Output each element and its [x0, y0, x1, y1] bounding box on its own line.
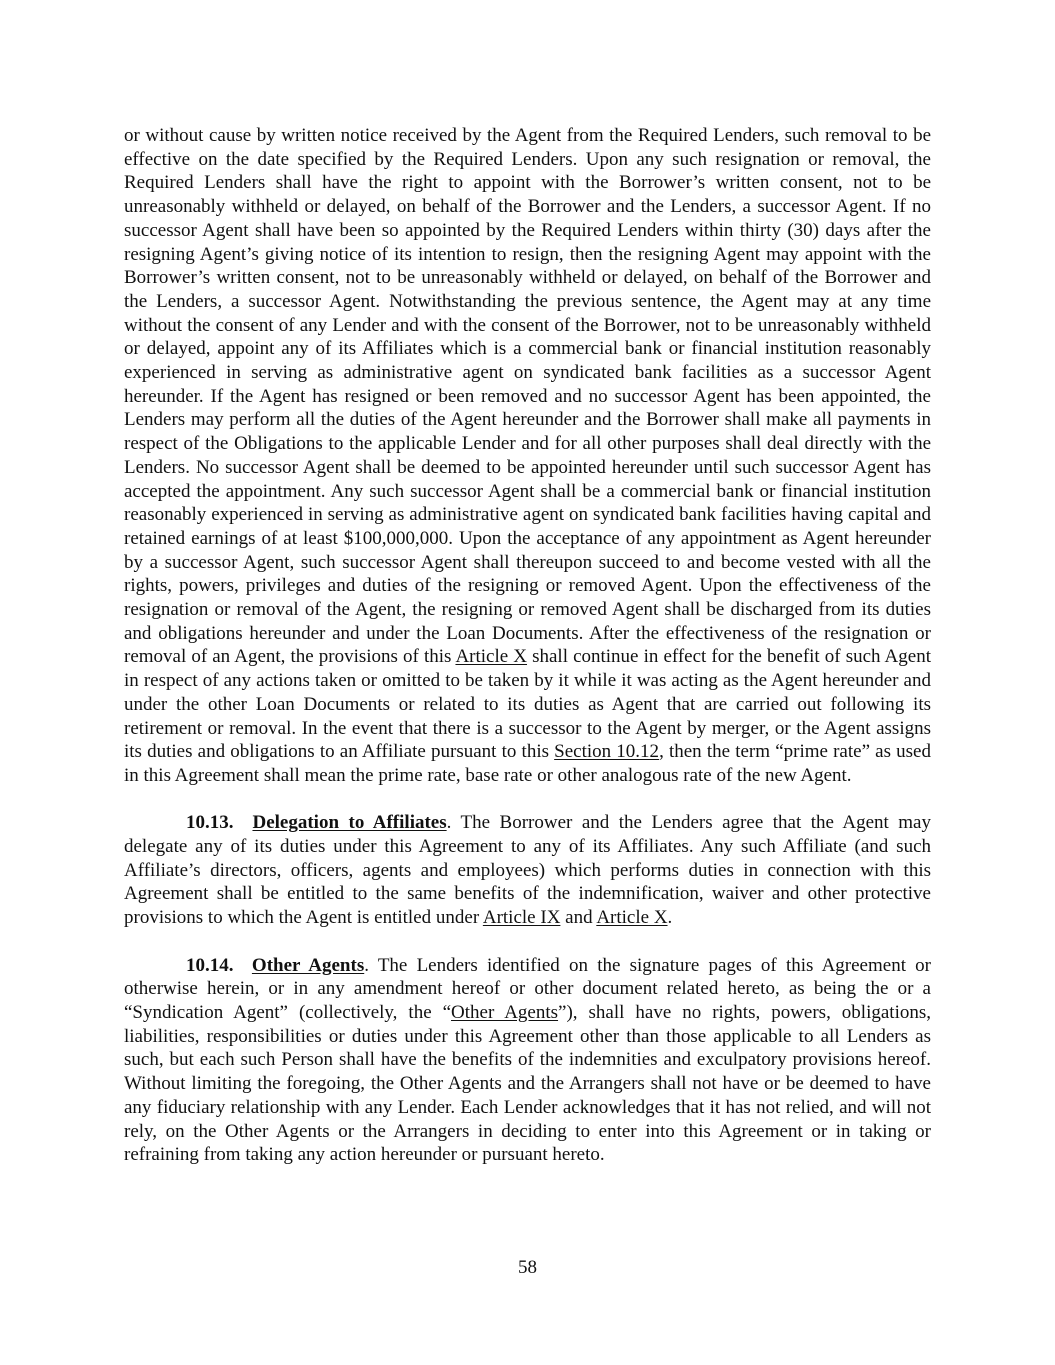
- section-text: ”), shall have no rights, powers, obligations, liabilities, responsibilities or duties under this Agreement other than those applicable to all Lenders as such, but each such Person shall have the benefits of the indemnities and exculpatory provisions hereof. Without limiting the foregoing, the Other Agents and the Arrangers shall not have or be deemed to have any fiduciary relationship with any Lender. Each Lender acknowledges that it has not relied, and will not rely, on the Other Agents or the Arrangers in deciding to enter into this Agreement or in taking or refraining from taking any action hereunder or pursuant hereto.: [124, 1001, 931, 1166]
- section-10-14: [124, 954, 931, 1167]
- section-number: 10.13.: [186, 812, 234, 834]
- document-page: [124, 124, 931, 1167]
- section-10-13: [124, 811, 931, 930]
- section-text: . The Lenders identified on the signature pages of this Agreement or otherwise herein, or in any amendment hereof or other document related hereto, as being the or a “Syndication Agent” (collectively, the “: [124, 954, 932, 1023]
- paragraph-text: shall continue in effect for the benefit of such Agent in respect of any actions taken or omitted to be taken by it while it was acting as the Agent hereunder and under the other Loan Documents or related to its duties as Agent that are carried out following its retirement or removal. In the event that there is a successor to the Agent by merger, or the Agent assigns its duties and obligations to an Affiliate pursuant to this: [124, 646, 931, 763]
- paragraph-text: , then the term “prime rate” as used in this Agreement shall mean the prime rate, base rate or other analogous rate of the new Agent.: [124, 741, 931, 786]
- other-agents-defined-term: Other Agents: [451, 1001, 559, 1023]
- article-x-reference: Article X: [455, 646, 528, 668]
- paragraph-agent-resignation: [124, 124, 931, 788]
- section-text: . The Borrower and the Lenders agree that the Agent may delegate any of its duties under this Agreement to any of its Affiliates. Any such Affiliate (and such Affiliate’s directors, officers, agents and employees) which performs duties in connection with this Agreement shall be entitled to the same benefits of the indemnification, waiver and other protective provisions to which the Agent is entitled under: [124, 812, 931, 929]
- section-heading: Other Agents: [251, 954, 365, 976]
- paragraph-text: or without cause by written notice received by the Agent from the Required Lenders, such removal to be effective on the date specified by the Required Lenders. Upon any such resignation or removal, the Required Lenders shall have the right to appoint with the Borrower’s written consent, not to be unreasonably withheld or delayed, on behalf of the Borrower and the Lenders, a successor Agent. If no successor Agent shall have been so appointed by the Required Lenders within thirty (30) days after the resigning Agent’s giving notice of its intention to resign, then the resigning Agent may appoint with the Borrower’s written consent, not to be unreasonably withheld or delayed, on behalf of the Borrower and the Lenders, a successor Agent. Notwithstanding the previous sentence, the Agent may at any time without the consent of any Lender and with the consent of the Borrower, not to be unreasonably withheld or delayed, appoint any of its Affiliates which is a commercial bank or financial institution reasonably experienced in serving as administrative agent on syndicated bank facilities as a successor Agent hereunder. If the Agent has resigned or been removed and no successor Agent has been appointed, the Lenders may perform all the duties of the Agent hereunder and the Borrower shall make all payments in respect of the Obligations to the applicable Lender and for all other purposes shall deal directly with the Lenders. No successor Agent shall be deemed to be appointed hereunder until such successor Agent has accepted the appointment. Any such successor Agent shall be a commercial bank or financial institution reasonably experienced in serving as administrative agent on syndicated bank facilities having capital and retained earnings of at least $100,000,000. Upon the acceptance of any appointment as Agent hereunder by a successor Agent, such successor Agent shall thereupon succeed to and become vested with all the rights, powers, privileges and duties of the resigning or removed Agent. Upon the effectiveness of the resignation or removal of the Agent, the resigning or removed Agent shall be discharged from its duties and obligations hereunder and under the Loan Documents. After the effectiveness of the resignation or removal of an Agent, the provisions of this: [124, 125, 931, 668]
- section-10-12-reference: Section 10.12: [554, 741, 660, 763]
- section-number: 10.14.: [186, 954, 234, 976]
- article-ix-reference: Article IX: [482, 907, 561, 929]
- article-x-reference: Article X: [596, 907, 668, 929]
- section-heading: Delegation to Affiliates: [252, 812, 447, 834]
- page-number: 58: [518, 1257, 537, 1278]
- section-text: .: [667, 907, 673, 929]
- section-text: and: [560, 907, 597, 929]
